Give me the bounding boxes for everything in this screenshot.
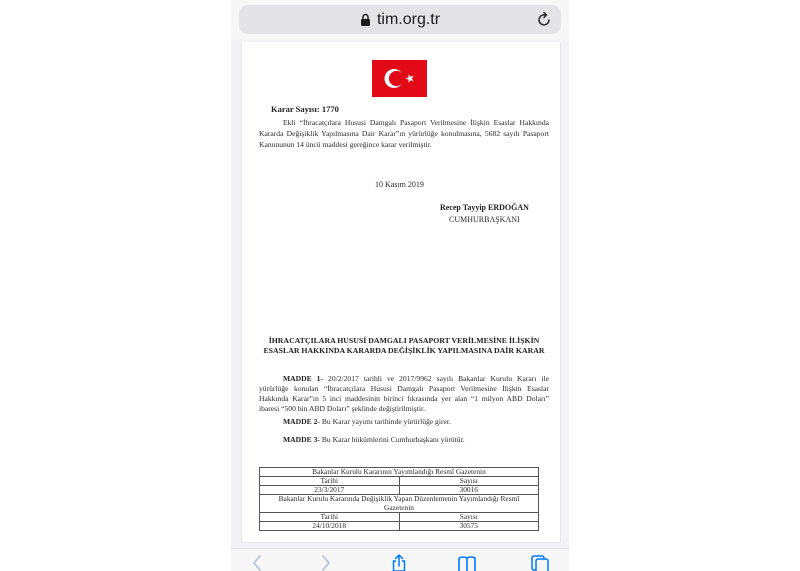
tabs-icon[interactable]	[530, 554, 550, 571]
bottom-toolbar	[231, 548, 569, 571]
address-bar-area	[231, 0, 569, 40]
article-3	[259, 435, 549, 445]
gazette-header-number: Sayısı	[399, 477, 539, 486]
signer-name: Recep Tayyip ERDOĞAN	[440, 203, 529, 212]
gazette-date: 24/10/2018	[260, 522, 400, 531]
gazette-header-date: Tarihi	[260, 477, 400, 486]
gazette-header-number: Sayısı	[399, 513, 539, 522]
intro-paragraph: Ekli “İhracatçılara Hususi Damgalı Pasaport Verilmesine İlişkin Esaslar Hakkında Kararda Değişiklik Yapılmasına Dair Karar”ın yürürlüğe konulmasına, 5682 sayılı Pasaport Kanununun 14 üncü maddesi gereğince karar verilmiştir.	[259, 118, 549, 149]
share-icon[interactable]	[389, 554, 409, 571]
reload-icon[interactable]	[536, 11, 553, 28]
gazette-table	[259, 467, 539, 531]
article-label: MADDE 1-	[283, 374, 324, 383]
article-text: 20/2/2017 tarihli ve 2017/9962 sayılı Bakanlar Kurulu Kararı ile yürürlüğe konulan “İhracatçılara Hususi Damgalı Pasaport Verilmesine İlişkin Esaslar Hakkında Karar”ın 5 inci maddesinin birinci fıkrasında yer alan “1 milyon ABD Doları” ibaresi “500 bin ABD Doları” şeklinde değiştirilmiştir.	[259, 374, 549, 413]
decision-number: Karar Sayısı: 1770	[271, 104, 339, 114]
article-2	[259, 417, 549, 427]
gazette-date: 23/3/2017	[260, 486, 400, 495]
gazette-section2-title: Bakanlar Kurulu Kararında Değişiklik Yapan Düzenlemenin Yayımlandığı Resmî Gazetenin	[260, 495, 539, 513]
decree-date: 10 Kasım 2019	[375, 180, 424, 189]
article-label: MADDE 2-	[283, 417, 320, 426]
back-arrow-icon[interactable]	[248, 554, 268, 571]
forward-arrow-icon[interactable]	[315, 554, 335, 571]
gazette-section1-title: Bakanlar Kurulu Kararının Yayımlandığı Resmî Gazetenin	[260, 468, 539, 477]
gazette-number: 30016	[399, 486, 539, 495]
turkish-flag-image	[372, 60, 427, 97]
lock-icon	[360, 13, 371, 26]
article-label: MADDE 3-	[283, 435, 320, 444]
article-text: Bu Karar yayımı tarihinde yürürlüğe girer.	[319, 417, 451, 426]
decree-heading: İHRACATÇILARA HUSUSİ DAMGALI PASAPORT VERİLMESİNE İLİŞKİN ESASLAR HAKKINDA KARARDA DEĞİŞİKLİK YAPILMASINA DAİR KARAR	[263, 336, 545, 355]
bookmarks-icon[interactable]	[457, 554, 477, 571]
url-text: tim.org.tr	[376, 10, 441, 28]
gazette-number: 30575	[399, 522, 539, 531]
gazette-header-date: Tarihi	[260, 513, 400, 522]
address-bar[interactable]	[239, 5, 561, 34]
article-text: Bu Karar hükümlerini Cumhurbaşkanı yürütür.	[319, 435, 465, 444]
signer-title: CUMHURBAŞKANI	[449, 215, 520, 224]
article-1	[259, 374, 549, 414]
